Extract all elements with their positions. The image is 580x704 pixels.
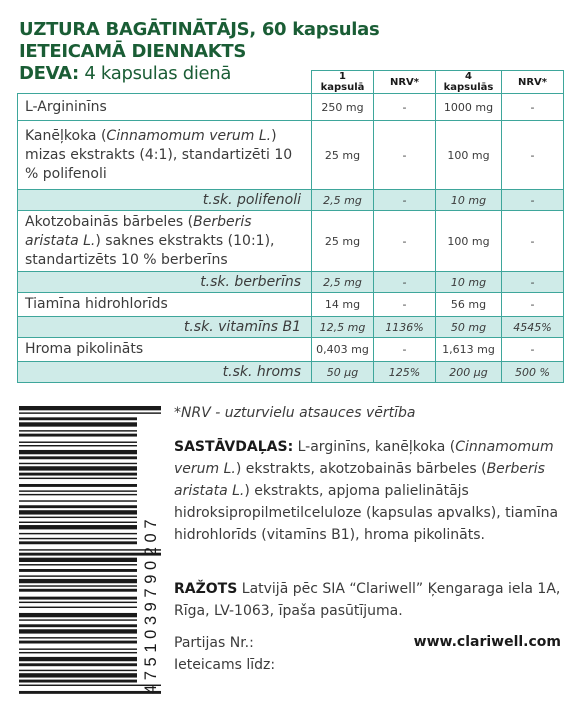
cell-per-4-capsules: 10 mg xyxy=(436,272,502,293)
barcode-bar xyxy=(19,637,137,638)
barcode-graphic xyxy=(19,404,161,694)
ingredients-latin: Cinnamomum verum L. xyxy=(174,439,554,477)
title-line-2: IETEICAMĀ DIENNAKTS xyxy=(19,41,246,62)
barcode-bar xyxy=(19,607,137,608)
barcode-bar xyxy=(19,406,161,410)
cell-nrv-1: - xyxy=(374,293,436,317)
row-name-latin: Berberis aristata L. xyxy=(25,213,252,249)
cell-nrv-1: - xyxy=(374,272,436,293)
nrv-note: *NRV - uzturvielu atsauces vērtība xyxy=(174,405,416,421)
barcode-bar xyxy=(19,505,137,508)
row-name: Tiamīna hidrohlorīds xyxy=(18,293,312,317)
barcode-bar xyxy=(19,490,137,491)
cell-per-4-capsules: 1000 mg xyxy=(436,94,502,121)
row-name-part: Akotzobainās bārbeles ( xyxy=(25,213,194,230)
cell-per-4-capsules: 56 mg xyxy=(436,293,502,317)
cell-nrv-4: 500 % xyxy=(502,362,564,383)
cell-nrv-1: 125% xyxy=(374,362,436,383)
producer-details: Latvijā pēc SIA “Clariwell” Ķengaraga iela 1A, Rīga, LV-1063, īpaša pasūtījuma. xyxy=(174,581,561,619)
barcode-bar xyxy=(19,691,161,694)
barcode-bar xyxy=(19,466,137,470)
cell-nrv-1: - xyxy=(374,190,436,211)
barcode-bar xyxy=(19,549,161,550)
barcode-bar xyxy=(19,533,137,534)
row-name: t.sk. vitamīns B1 xyxy=(18,317,312,338)
barcode-bar xyxy=(19,525,137,529)
website-link[interactable]: www.clariwell.com xyxy=(413,634,561,650)
row-name-latin: Cinnamomum verum L. xyxy=(106,127,272,144)
table-row xyxy=(18,293,564,317)
barcode-bar xyxy=(19,575,137,576)
table-row xyxy=(18,94,564,121)
producer-text xyxy=(174,578,566,622)
barcode-bar xyxy=(19,589,137,592)
ingredients-part: ) ekstrakts, apjoma palielinātājs hidroksipropilmetilceluloze (kapsulas apvalks), tiamīna hidrohlorīds (vitamīns B1), hroma pikolināts. xyxy=(174,483,559,543)
barcode-bar xyxy=(19,648,137,649)
barcode-bar xyxy=(19,553,161,556)
cell-nrv-1: 1136% xyxy=(374,317,436,338)
barcode-bar xyxy=(19,430,137,431)
barcode-bar xyxy=(19,445,137,446)
barcode-bar xyxy=(19,417,137,420)
title-line-1: UZTURA BAGĀTINĀTĀJS, 60 kapsulas xyxy=(19,19,380,40)
barcode-bar xyxy=(19,473,137,476)
row-name-part: ) mizas ekstrakts (4:1), standartizēti 10 % polifenoli xyxy=(25,127,293,182)
col-header-per-capsule: 1 kapsulā xyxy=(312,71,374,94)
table-row xyxy=(18,121,564,190)
table-row xyxy=(18,211,564,272)
cell-nrv-4: - xyxy=(502,338,564,362)
col-header-nrv-1: NRV* xyxy=(374,71,436,94)
cell-per-4-capsules: 200 µg xyxy=(436,362,502,383)
col-header-per-4-capsules: 4 kapsulās xyxy=(436,71,502,94)
dose-label: DEVA: xyxy=(19,63,79,84)
barcode-bar xyxy=(19,510,137,514)
barcode-bar xyxy=(19,613,137,617)
barcode-bar xyxy=(19,522,137,523)
row-name-part: Kanēļkoka ( xyxy=(25,127,107,144)
barcode-bar xyxy=(19,624,137,627)
dose-value: 4 kapsulas dienā xyxy=(78,63,232,84)
cell-per-4-capsules: 1,613 mg xyxy=(436,338,502,362)
cell-per-capsule: 25 mg xyxy=(312,211,374,272)
cell-per-capsule: 2,5 mg xyxy=(312,272,374,293)
cell-per-capsule: 2,5 mg xyxy=(312,190,374,211)
row-name: Hroma pikolināts xyxy=(18,338,312,362)
barcode-bar xyxy=(19,442,137,443)
table-header-corner xyxy=(18,71,312,94)
cell-per-4-capsules: 100 mg xyxy=(436,211,502,272)
cell-nrv-4: - xyxy=(502,121,564,190)
barcode-bar xyxy=(19,538,137,539)
table-row xyxy=(18,190,564,211)
barcode-bar xyxy=(19,484,137,487)
row-name: t.sk. hroms xyxy=(18,362,312,383)
barcode-bar xyxy=(19,564,137,565)
barcode-bar xyxy=(19,463,137,464)
cell-per-4-capsules: 100 mg xyxy=(436,121,502,190)
barcode-bar xyxy=(19,412,161,413)
table-row xyxy=(18,272,564,293)
barcode-bar xyxy=(19,670,137,671)
ingredients-part: L-arginīns, kanēļkoka ( xyxy=(293,439,456,455)
ingredients-latin: Berberis aristata L. xyxy=(174,461,545,499)
ingredients-part: ) ekstrakts, akotzobainās bārbeles ( xyxy=(235,461,487,477)
cell-nrv-1: - xyxy=(374,94,436,121)
barcode-bar xyxy=(19,685,161,686)
barcode-bar xyxy=(19,680,137,683)
barcode xyxy=(19,404,161,694)
cell-per-capsule: 14 mg xyxy=(312,293,374,317)
cell-per-capsule: 0,403 mg xyxy=(312,338,374,362)
barcode-bar xyxy=(19,579,137,583)
barcode-bar xyxy=(19,663,137,666)
barcode-bar xyxy=(19,494,137,495)
cell-nrv-1: - xyxy=(374,211,436,272)
row-name xyxy=(18,211,312,272)
barcode-bar xyxy=(19,619,137,620)
barcode-bar xyxy=(19,450,137,454)
barcode-bar xyxy=(19,673,137,677)
barcode-bar xyxy=(19,585,137,586)
producer-heading: RAŽOTS xyxy=(174,581,238,597)
barcode-bar xyxy=(19,558,137,562)
barcode-bar xyxy=(19,456,137,459)
barcode-bar xyxy=(19,422,137,426)
cell-nrv-4: - xyxy=(502,293,564,317)
ingredients-text xyxy=(174,436,566,546)
barcode-bar xyxy=(19,597,137,600)
row-name: t.sk. polifenoli xyxy=(18,190,312,211)
barcode-bar xyxy=(19,629,137,633)
table-header-row xyxy=(18,71,564,94)
cell-nrv-4: - xyxy=(502,94,564,121)
barcode-bar xyxy=(19,652,137,653)
cell-nrv-1: - xyxy=(374,121,436,190)
barcode-bar xyxy=(19,500,137,501)
barcode-bar xyxy=(19,478,137,479)
cell-nrv-1: - xyxy=(374,338,436,362)
table-row xyxy=(18,317,564,338)
col-header-nrv-4: NRV* xyxy=(502,71,564,94)
cell-per-capsule: 50 µg xyxy=(312,362,374,383)
barcode-digits: 4751039790207 xyxy=(142,514,160,694)
barcode-bar xyxy=(19,641,137,644)
cell-per-4-capsules: 10 mg xyxy=(436,190,502,211)
cell-per-capsule: 12,5 mg xyxy=(312,317,374,338)
row-name xyxy=(18,121,312,190)
cell-per-capsule: 25 mg xyxy=(312,121,374,190)
row-name: t.sk. berberīns xyxy=(18,272,312,293)
cell-per-capsule: 250 mg xyxy=(312,94,374,121)
barcode-bar xyxy=(19,541,137,544)
barcode-bar xyxy=(19,569,137,572)
barcode-bar xyxy=(19,602,137,603)
cell-nrv-4: - xyxy=(502,190,564,211)
nutrition-table xyxy=(17,70,564,383)
barcode-bar xyxy=(19,517,137,518)
barcode-bar xyxy=(19,657,137,661)
table-row xyxy=(18,338,564,362)
cell-nrv-4: - xyxy=(502,211,564,272)
row-name: L-Argininīns xyxy=(18,94,312,121)
cell-per-4-capsules: 50 mg xyxy=(436,317,502,338)
cell-nrv-4: - xyxy=(502,272,564,293)
ingredients-heading: SASTĀVDAĻAS: xyxy=(174,439,294,455)
row-name-part: ) saknes ekstrakts (10:1), standartizēts 10 % berberīns xyxy=(25,232,275,268)
barcode-bar xyxy=(19,434,137,437)
best-before-label: Ieteicams līdz: xyxy=(174,657,276,673)
table-row xyxy=(18,362,564,383)
cell-nrv-4: 4545% xyxy=(502,317,564,338)
batch-label: Partijas Nr.: xyxy=(174,635,254,651)
